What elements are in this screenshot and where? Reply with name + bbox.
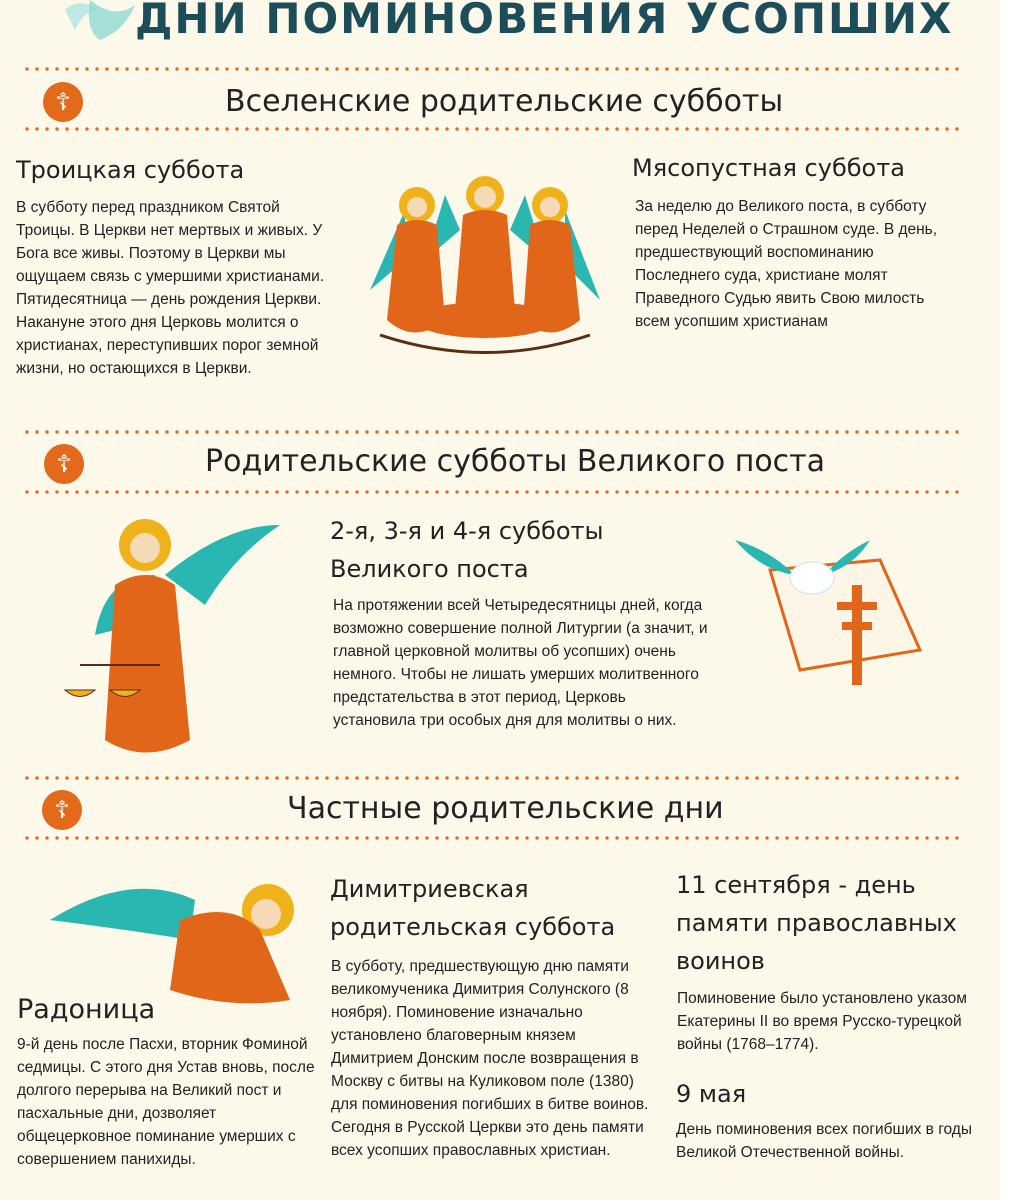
heading-sept-11: 11 сентября - день памяти православных воинов [676,871,957,975]
mourning-angel-icon [40,870,300,1010]
section-title-universal: Вселенские родительские субботы [225,84,784,119]
text-meatfare-saturday: За неделю до Великого поста, в субботу перед Неделей о Страшном суде. В день, предшествующий воспоминанию Последнего суда, христиане молят Праведного Судью явить Свою милость всем усопшим христианам [635,198,938,330]
heading-lent-saturdays: 2-я, 3-я и 4-я субботы Великого поста [330,517,604,583]
page-title: ДНИ ПОМИНОВЕНИЯ УСОПШИХ [135,0,954,43]
text-radonitsa: 9-й день после Пасхи, вторник Фоминой седмицы. С этого дня Устав вновь, после долгого перерыва на Великий пост и пасхальные дни, дозволяет общецерковное поминание умерших с совершением панихиды. [17,1036,315,1168]
holy-trinity-icon [365,170,605,365]
right-margin [1000,0,1025,1200]
text-sept-11: Поминовение было установлено указом Екатерины II во время Русско-турецкой войны (1768–1774). [677,990,967,1053]
orthodox-cross-icon: ☦ [42,790,82,830]
text-may-9: День поминовения всех погибших в годы Великой Отечественной войны. [676,1121,972,1161]
orthodox-cross-icon: ☦ [44,444,84,484]
heading-radonitsa: Радоница [17,994,156,1025]
dove-corner-icon [60,0,140,45]
heading-trinity-saturday: Троицкая суббота [16,156,245,184]
divider-dots [22,490,960,494]
heading-dmitrievskaya: Димитриевская родительская суббота [330,875,616,941]
section-title-lent: Родительские субботы Великого поста [205,444,826,479]
text-trinity-saturday: В субботу перед праздником Святой Троицы. В Церкви нет мертвых и живых. У Бога все живы. Поэтому в Церкви мы ощущаем связь с умершими христианами. Пятидесятница — день рождения Церкви. Накануне этого дня Церковь молится о христианах, переступивших порог земной жизни, но остающихся в Церкви. [16,199,325,377]
section-title-private: Частные родительские дни [287,791,724,826]
divider-dots [22,836,960,840]
orthodox-cross-icon: ☦ [43,82,83,122]
text-dmitrievskaya: В субботу, предшествующую дню памяти великомученика Димитрия Солунского (8 ноября). Поминовение изначально установлено благоверным князем Димитрием Донским после возвращения в Москву с битвы на Куликовом поле (1380) для поминовения погибших в битве воинов. Сегодня в Русской Церкви это день памяти всех усопших православных христиан. [331,958,649,1159]
text-lent-saturdays: На протяжении всей Четыредесятницы дней, когда возможно совершение полной Литургии (а значит, и главной церковной молитвы об усопших) очень немного. Чтобы не лишать умерших молитвенного предстательства в этот период, Церковь установила три особых дня для молитвы о них. [333,597,708,729]
divider-dots [22,67,960,71]
dove-and-book-icon [730,530,930,690]
heading-meatfare-saturday: Мясопустная суббота [632,154,905,182]
divider-dots [22,127,960,131]
heading-may-9: 9 мая [676,1080,747,1108]
divider-dots [22,776,960,780]
divider-dots [22,430,960,434]
angel-with-scales-icon [55,515,285,770]
